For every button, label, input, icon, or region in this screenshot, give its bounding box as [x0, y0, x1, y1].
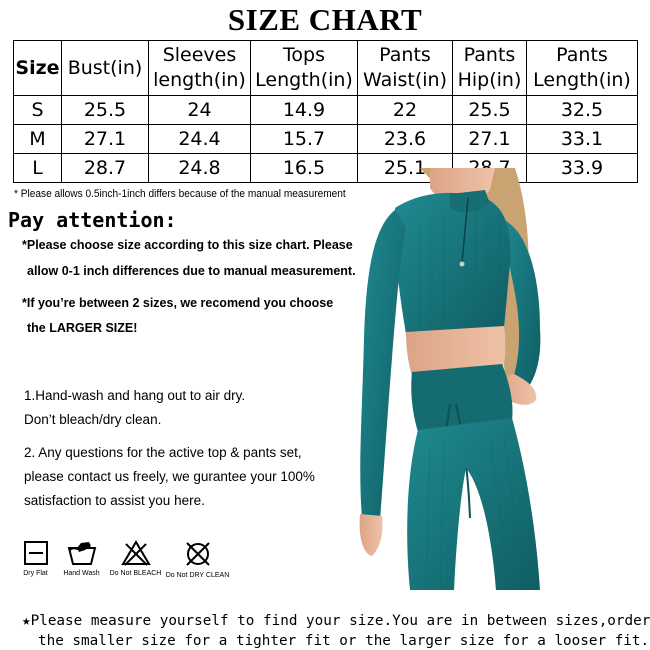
hand-wash-icon [67, 540, 97, 566]
header-pants-waist: Pants Waist(in) [358, 41, 453, 96]
measurement-note: * Please allows 0.5inch-1inch differs because of the manual measurement [14, 188, 346, 200]
header-pants-length: Pants Length(in) [527, 41, 638, 96]
table-cell: 27.1 [453, 125, 527, 154]
header-size: Size [14, 41, 62, 96]
table-cell: L [14, 154, 62, 183]
header-pants-hip: Pants Hip(in) [453, 41, 527, 96]
care-item-do-not-dry-clean [160, 540, 235, 579]
table-cell: 16.5 [251, 154, 358, 183]
header-tops-length: Tops Length(in) [251, 41, 358, 96]
table-cell: S [14, 96, 62, 125]
header-bust: Bust(in) [62, 41, 149, 96]
pay-attention-line: *If you’re between 2 sizes, we recomend you choose [22, 296, 334, 310]
care-label: Hand Wash [63, 570, 100, 577]
instruction-line: Don’t bleach/dry clean. [24, 412, 162, 427]
pay-attention-line: allow 0-1 inch differences due to manual measurement. [27, 264, 356, 278]
table-cell: 24.4 [149, 125, 251, 154]
size-table [13, 40, 638, 183]
page-title: SIZE CHART [227, 2, 423, 37]
table-cell: 25.1 [358, 154, 453, 183]
footer-line: the smaller size for a tighter fit or the larger size for a looser fit. [38, 633, 650, 649]
instruction-line: satisfaction to assist you here. [24, 493, 205, 508]
table-cell: 27.1 [62, 125, 149, 154]
model-illustration [300, 168, 650, 590]
table-cell: 33.9 [527, 154, 638, 183]
pay-attention-line: the LARGER SIZE! [27, 321, 138, 335]
instruction-line: please contact us freely, we gurantee your 100% [24, 469, 315, 484]
header-sleeves: Sleeves length(in) [149, 41, 251, 96]
pay-attention-heading: Pay attention: [8, 208, 177, 232]
model-photo [300, 168, 650, 590]
table-cell: 32.5 [527, 96, 638, 125]
instruction-line: 1.Hand-wash and hang out to air dry. [24, 388, 246, 403]
table-cell: M [14, 125, 62, 154]
do-not-bleach-icon [121, 540, 151, 566]
table-cell: 24.8 [149, 154, 251, 183]
table-header-row [14, 41, 638, 96]
table-cell: 23.6 [358, 125, 453, 154]
table-cell: 22 [358, 96, 453, 125]
care-label: Do Not DRY CLEAN [165, 572, 230, 579]
table-cell: 15.7 [251, 125, 358, 154]
table-cell: 14.9 [251, 96, 358, 125]
table-row [14, 96, 638, 125]
table-cell: 25.5 [62, 96, 149, 125]
care-label: Dry Flat [23, 570, 48, 577]
table-cell: 28.7 [62, 154, 149, 183]
footer-line: ★Please measure yourself to find your size.You are in between sizes,order [22, 613, 650, 629]
do-not-dry-clean-icon [184, 540, 212, 568]
table-cell: 33.1 [527, 125, 638, 154]
pay-attention-line: *Please choose size according to this size chart. Please [22, 238, 353, 252]
table-cell: 24 [149, 96, 251, 125]
care-label: Do Not BLEACH [109, 570, 162, 577]
instruction-line: 2. Any questions for the active top & pants set, [24, 445, 302, 460]
table-cell: 25.5 [453, 96, 527, 125]
table-row [14, 125, 638, 154]
